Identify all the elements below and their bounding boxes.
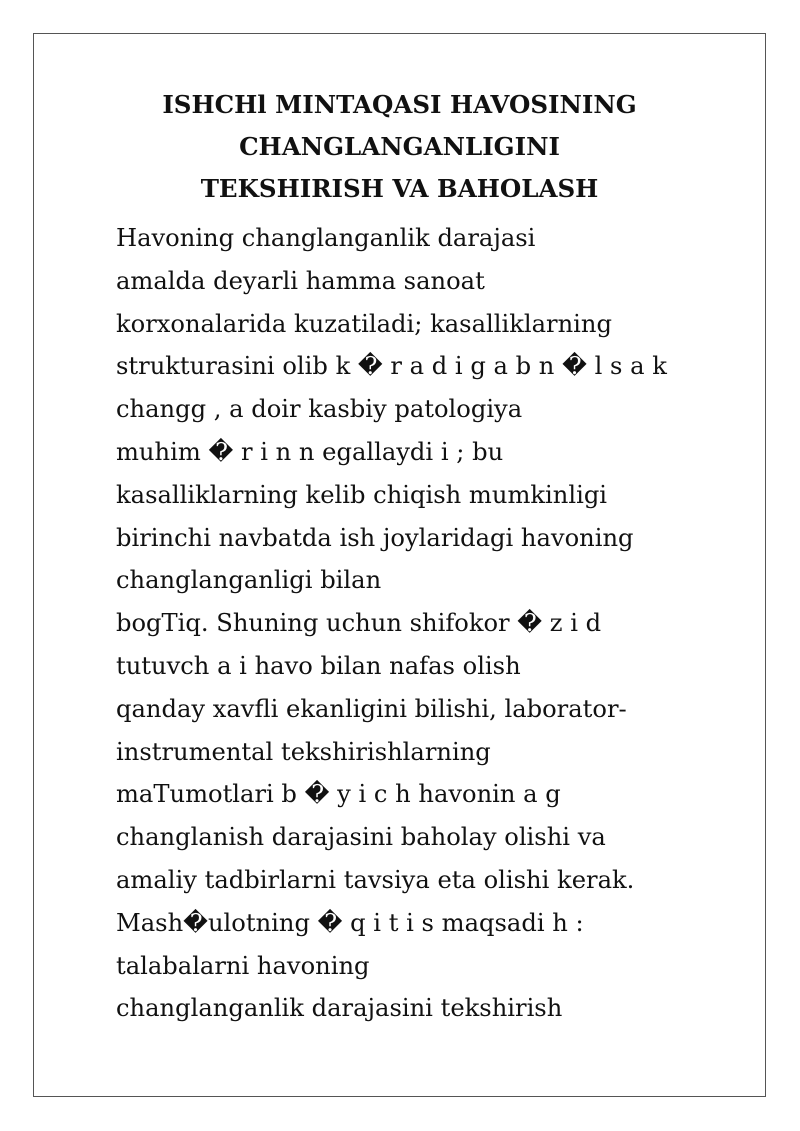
body-line: changg , a doir kasbiy patologiya [116,395,523,424]
body-paragraph [116,217,746,1030]
body-line: tutuvch a i havo bilan nafas olish [116,651,521,680]
body-line: bogTiq. Shuning uchun shifokor � z i d [116,609,602,638]
body-line: qanday xavfli ekanligini bilishi, laborator- [116,694,627,723]
body-line: maTumotlari b � y i c h havonin a g [116,780,561,809]
body-line: Mash�ulotning � q i t i s maqsadi h : [116,908,584,937]
body-line: changlanganligi bilan [116,566,382,595]
body-line: instrumental tekshirishlarning [116,737,491,766]
page-frame [33,33,766,1097]
body-line: birinchi navbatda ish joylaridagi havoning [116,523,634,552]
title-line: ISHCHl MINTAQASI HAVOSINING [162,90,637,119]
body-line: amaliy tadbirlarni tavsiya eta olishi kerak. [116,865,635,894]
document-title [34,84,765,210]
body-line: changlanganlik darajasini tekshirish [116,994,563,1023]
title-line: CHANGLANGANLIGINI [239,132,560,161]
body-line: changlanish darajasini baholay olishi va [116,823,606,852]
body-line: korxonalarida kuzatiladi; kasalliklarning [116,309,612,338]
body-line: muhim � r i n n egallaydi i ; bu [116,437,504,466]
body-line: Havoning changlanganlik darajasi [116,224,536,252]
title-line: TEKSHIRISH VA BAHOLASH [200,174,599,203]
body-line: amalda deyarli hamma sanoat [116,266,485,295]
body-line: kasalliklarning kelib chiqish mumkinligi [116,480,608,509]
body-line: strukturasini olib k � r a d i g a b n � l s a k [116,352,667,381]
body-line: talabalarni havoning [116,951,370,980]
